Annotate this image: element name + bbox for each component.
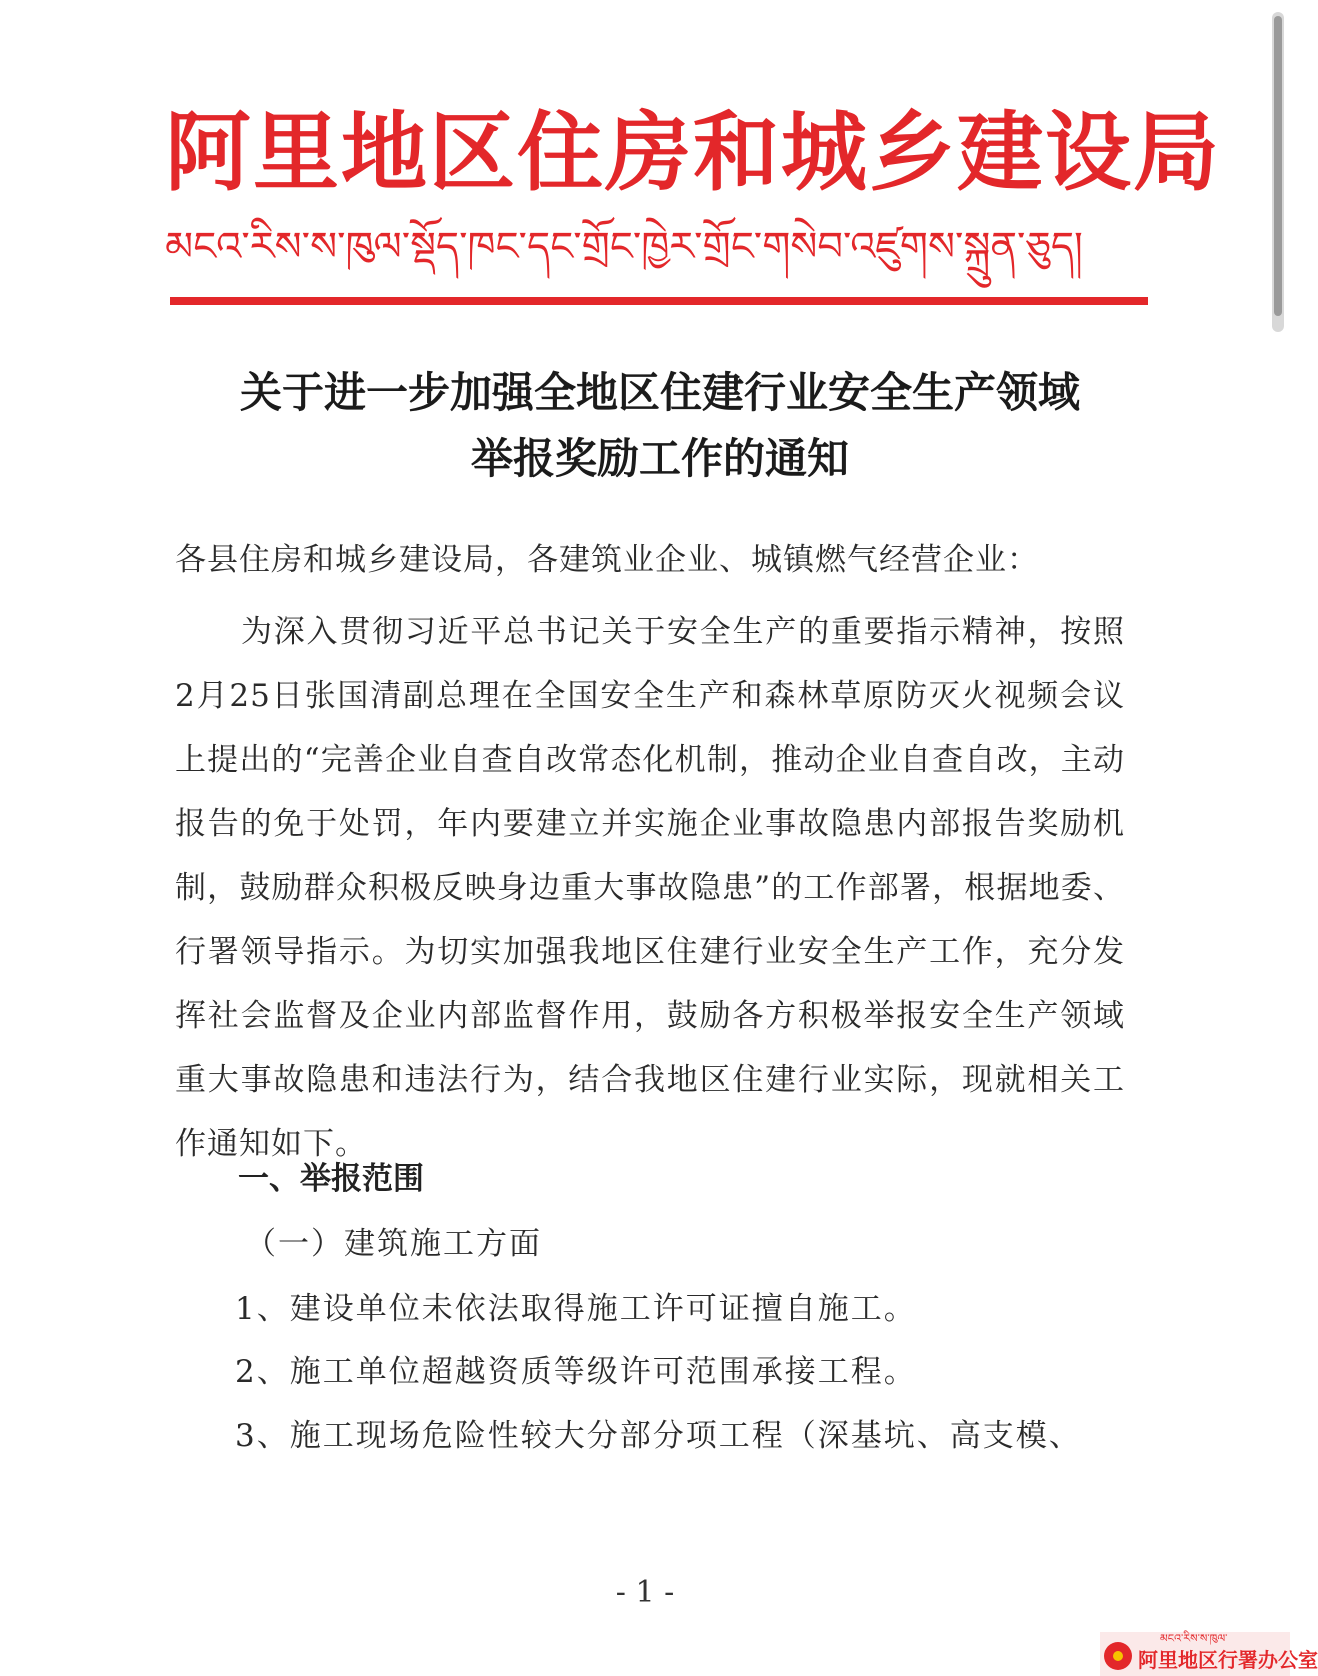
document-title-line-1: 关于进一步加强全地区住建行业安全生产领域: [239, 368, 1080, 417]
list-item: 1、建设单位未依法取得施工许可证擅自施工。: [235, 1291, 917, 1327]
list-item: 3、施工现场危险性较大分部分项工程（深基坑、高支模、: [235, 1418, 1082, 1454]
watermark: [1100, 1632, 1318, 1676]
salutation: 各县住房和城乡建设局，各建筑业企业、城镇燃气经营企业：: [175, 542, 1039, 578]
body-paragraph: 为深入贯彻习近平总书记关于安全生产的重要指示精神，按照2月25日张国清副总理在全国安全生产和森林草原防灭火视频会议上提出的“完善企业自查自改常态化机制，推动企业自查自改，主动报告的免于处罚，年内要建立并实施企业事故隐患内部报告奖励机制，鼓励群众积极反映身边重大事故隐患”的工作部署，根据地委、行署领导指示。为切实加强我地区住建行业安全生产工作，充分发挥社会监督及企业内部监督作用，鼓励各方积极举报安全生产领域重大事故隐患和违法行为，结合我地区住建行业实际，现就相关工作通知如下。: [175, 614, 1125, 1162]
document-title: [150, 360, 1170, 492]
page-number: - 1 -: [615, 1575, 675, 1610]
letterhead-org-name: 阿里地区住房和城乡建设局: [165, 102, 1221, 203]
watermark-text: 阿里地区行署办公室: [1138, 1648, 1318, 1672]
letterhead-org-name-tibetan: མངའ་རིས་ས་ཁུལ་སྡོད་ཁང་དང་གྲོང་ཁྱེར་གྲོང་གསེབ་འཛུགས་སྐྲུན་ཅུད།: [165, 224, 1083, 270]
scrollbar-thumb[interactable]: [1274, 16, 1282, 316]
section-heading-1: 一、举报范围: [238, 1161, 424, 1197]
document-title-line-2: 举报奖励工作的通知: [470, 434, 849, 483]
vertical-scrollbar[interactable]: [1272, 12, 1284, 332]
list-item: 2、施工单位超越资质等级许可范围承接工程。: [235, 1354, 917, 1390]
emblem-icon: [1104, 1642, 1132, 1670]
watermark-tibetan: མངའ་རིས་ས་ཁུལ་: [1160, 1632, 1228, 1645]
subsection-heading-1: （一）建筑施工方面: [245, 1226, 542, 1262]
letterhead-red-rule: [170, 297, 1148, 305]
